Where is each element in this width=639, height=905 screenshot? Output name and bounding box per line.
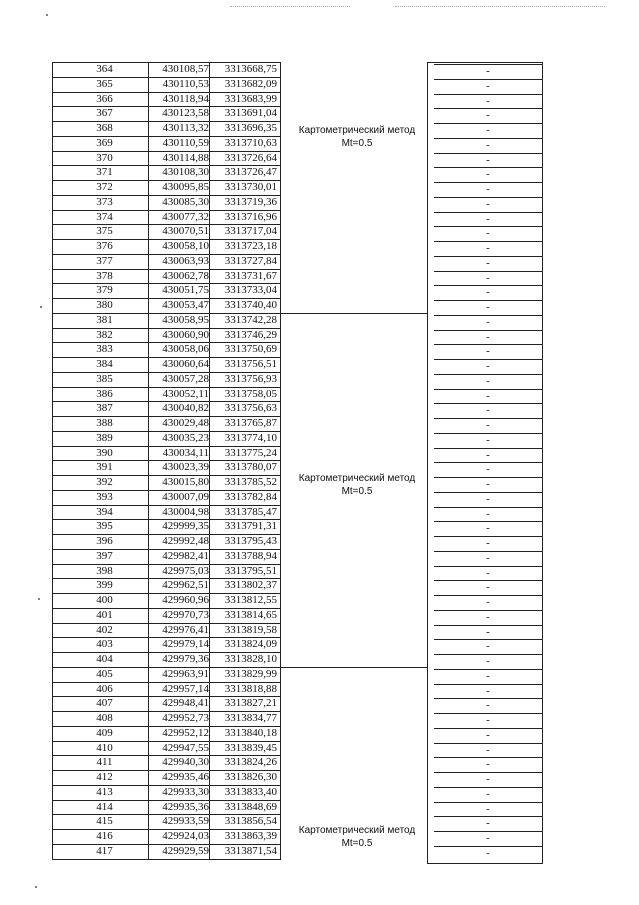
cell-y: 3313696,35 (224, 122, 277, 134)
cell-x: 430070,51 (162, 225, 209, 238)
cell-num: 387 (96, 402, 113, 415)
cell-y: 3313710,63 (224, 136, 277, 149)
cell-num: 372 (96, 181, 113, 193)
cell-x: 430118,94 (162, 92, 209, 105)
cell-x: 429963,91 (162, 667, 209, 680)
cell-y: 3313723,18 (224, 240, 277, 252)
cell-y: 3313871,54 (224, 844, 277, 857)
cell-mark: - (486, 846, 490, 859)
cell-mark: - (486, 773, 490, 785)
cell-x: 430114,88 (162, 151, 209, 164)
cell-mark: - (486, 655, 490, 667)
cell-num: 365 (96, 77, 113, 90)
cell-mark: - (486, 109, 490, 122)
scan-speck (40, 306, 42, 308)
cell-num: 370 (96, 151, 113, 164)
cell-mark: - (486, 124, 490, 136)
cell-x: 430034,11 (162, 446, 209, 459)
cell-mark: - (486, 817, 490, 830)
cell-mark: - (486, 596, 490, 608)
cell-y: 3313826,30 (224, 771, 277, 783)
cell-y: 3313756,63 (224, 402, 277, 415)
cell-x: 430023,39 (162, 461, 209, 474)
cell-x: 430007,09 (162, 490, 209, 503)
cell-x: 430052,11 (162, 387, 209, 400)
cell-x: 429979,36 (162, 653, 209, 665)
cell-mark: - (486, 79, 490, 92)
cell-num: 398 (96, 564, 113, 577)
cell-num: 415 (96, 815, 113, 828)
cell-mark: - (486, 787, 490, 800)
cell-mark: - (486, 802, 490, 815)
cell-mark: - (486, 286, 490, 299)
cell-x: 430085,30 (162, 195, 209, 208)
cell-x: 430058,10 (162, 240, 209, 252)
cell-x: 430110,59 (162, 136, 209, 149)
cell-y: 3313765,87 (224, 417, 277, 429)
cell-x: 429992,48 (162, 535, 209, 547)
cell-y: 3313829,99 (224, 667, 277, 680)
cell-y: 3313758,05 (224, 387, 277, 400)
cell-y: 3313824,26 (224, 756, 277, 769)
cell-x: 429952,73 (162, 712, 209, 724)
method-accuracy: Mt=0.5 (341, 138, 373, 149)
cell-mark: - (486, 138, 490, 151)
cell-y: 3313726,47 (224, 166, 277, 179)
cell-num: 386 (96, 387, 113, 400)
cell-num: 404 (96, 653, 113, 665)
cell-mark: - (486, 463, 490, 476)
cell-mark: - (486, 714, 490, 726)
cell-num: 384 (96, 358, 113, 370)
cell-x: 430058,95 (162, 313, 209, 326)
cell-x: 429940,30 (162, 756, 209, 769)
cell-y: 3313833,40 (224, 785, 277, 798)
cell-y: 3313742,28 (224, 313, 277, 326)
cell-num: 375 (96, 225, 113, 238)
cell-x: 429957,14 (162, 682, 209, 695)
cell-mark: - (486, 625, 490, 638)
cell-x: 429929,59 (162, 844, 209, 857)
group-divider (280, 313, 428, 314)
cell-mark: - (486, 537, 490, 549)
table-bottom-border (52, 859, 281, 860)
cell-y: 3313719,36 (224, 195, 277, 208)
cell-y: 3313717,04 (224, 225, 277, 238)
group-divider (280, 667, 428, 668)
cell-y: 3313740,40 (224, 299, 277, 311)
cell-y: 3313726,64 (224, 151, 277, 164)
method-label: Картометрический метод (298, 473, 416, 484)
cell-num: 394 (96, 505, 113, 518)
cell-y: 3313756,93 (224, 372, 277, 385)
cell-x: 429952,12 (162, 726, 209, 739)
cell-y: 3313840,18 (224, 726, 277, 739)
cell-num: 409 (96, 726, 113, 739)
cell-mark: - (486, 315, 490, 328)
cell-mark: - (486, 743, 490, 756)
cell-mark: - (486, 360, 490, 372)
cell-num: 368 (96, 122, 113, 134)
cell-x: 430029,48 (162, 417, 209, 429)
cell-y: 3313691,04 (224, 107, 277, 120)
cell-x: 430123,58 (162, 107, 209, 120)
cell-num: 408 (96, 712, 113, 724)
cell-num: 400 (96, 594, 113, 606)
cell-num: 397 (96, 549, 113, 562)
cell-x: 430060,90 (162, 328, 209, 341)
cell-mark: - (486, 507, 490, 520)
cell-mark: - (486, 728, 490, 741)
cell-num: 417 (96, 844, 113, 857)
cell-num: 383 (96, 343, 113, 356)
cell-num: 393 (96, 490, 113, 503)
cell-mark: - (486, 404, 490, 417)
cell-num: 413 (96, 785, 113, 798)
cell-mark: - (486, 758, 490, 771)
cell-num: 416 (96, 830, 113, 842)
cell-x: 430060,64 (162, 358, 209, 370)
cell-x: 430063,93 (162, 254, 209, 267)
cell-mark: - (486, 374, 490, 387)
cell-mark: - (486, 227, 490, 240)
cell-x: 429982,41 (162, 549, 209, 562)
cell-mark: - (486, 271, 490, 284)
scan-artifact-line (230, 6, 350, 7)
cell-y: 3313863,39 (224, 830, 277, 842)
cell-x: 429960,96 (162, 594, 209, 606)
cell-x: 430057,28 (162, 372, 209, 385)
cell-num: 374 (96, 210, 113, 223)
cell-num: 399 (96, 579, 113, 592)
cell-num: 412 (96, 771, 113, 783)
cell-y: 3313839,45 (224, 741, 277, 754)
cell-mark: - (486, 345, 490, 358)
cell-y: 3313785,47 (224, 505, 277, 518)
cell-mark: - (486, 669, 490, 682)
cell-num: 367 (96, 107, 113, 120)
table-border-vertical (427, 62, 428, 863)
cell-mark: - (486, 183, 490, 195)
cell-x: 430110,53 (162, 77, 209, 90)
cell-num: 407 (96, 697, 113, 710)
cell-y: 3313848,69 (224, 800, 277, 813)
table-border-vertical (542, 62, 543, 863)
cell-y: 3313727,84 (224, 254, 277, 267)
cell-num: 379 (96, 284, 113, 297)
cell-mark: - (486, 212, 490, 225)
cell-num: 405 (96, 667, 113, 680)
cell-y: 3313668,75 (224, 63, 277, 75)
cell-x: 430053,47 (162, 299, 209, 311)
cell-mark: - (486, 168, 490, 181)
cell-num: 406 (96, 682, 113, 695)
cell-mark: - (486, 433, 490, 446)
cell-x: 430058,06 (162, 343, 209, 356)
cell-num: 389 (96, 431, 113, 444)
cell-x: 430040,82 (162, 402, 209, 415)
cell-x: 429962,51 (162, 579, 209, 592)
cell-num: 388 (96, 417, 113, 429)
cell-num: 382 (96, 328, 113, 341)
cell-y: 3313827,21 (224, 697, 277, 710)
cell-mark: - (486, 197, 490, 210)
cell-x: 430108,30 (162, 166, 209, 179)
cell-y: 3313828,10 (224, 653, 277, 665)
scan-artifact-line (395, 6, 605, 7)
cell-x: 430095,85 (162, 181, 209, 193)
cell-x: 430004,98 (162, 505, 209, 518)
cell-mark: - (486, 65, 490, 77)
table-top-border (427, 62, 543, 63)
cell-x: 429976,41 (162, 623, 209, 636)
cell-mark: - (486, 330, 490, 343)
cell-num: 402 (96, 623, 113, 636)
cell-num: 411 (96, 756, 113, 769)
method-label: Картометрический метод (298, 825, 416, 836)
cell-mark: - (486, 551, 490, 564)
cell-x: 429933,59 (162, 815, 209, 828)
cell-mark: - (486, 699, 490, 712)
method-accuracy: Mt=0.5 (341, 486, 373, 497)
cell-y: 3313795,43 (224, 535, 277, 547)
cell-x: 429924,03 (162, 830, 209, 842)
cell-mark: - (486, 242, 490, 254)
cell-num: 380 (96, 299, 113, 311)
cell-mark: - (486, 684, 490, 697)
cell-num: 369 (96, 136, 113, 149)
method-label: Картометрический метод (298, 125, 416, 136)
cell-y: 3313785,52 (224, 476, 277, 488)
cell-y: 3313814,65 (224, 608, 277, 621)
cell-mark: - (486, 389, 490, 402)
cell-num: 371 (96, 166, 113, 179)
cell-y: 3313788,94 (224, 549, 277, 562)
cell-x: 429933,30 (162, 785, 209, 798)
cell-num: 396 (96, 535, 113, 547)
cell-y: 3313731,67 (224, 269, 277, 282)
cell-y: 3313791,31 (224, 520, 277, 533)
method-accuracy: Mt=0.5 (341, 838, 373, 849)
cell-y: 3313780,07 (224, 461, 277, 474)
cell-mark: - (486, 419, 490, 431)
cell-y: 3313818,88 (224, 682, 277, 695)
cell-num: 414 (96, 800, 113, 813)
cell-num: 390 (96, 446, 113, 459)
cell-num: 364 (96, 63, 113, 75)
cell-mark: - (486, 492, 490, 505)
cell-num: 376 (96, 240, 113, 252)
cell-x: 429948,41 (162, 697, 209, 710)
cell-x: 429935,46 (162, 771, 209, 783)
cell-x: 429935,36 (162, 800, 209, 813)
cell-x: 430077,32 (162, 210, 209, 223)
cell-mark: - (486, 581, 490, 594)
cell-mark: - (486, 256, 490, 269)
cell-y: 3313856,54 (224, 815, 277, 828)
cell-y: 3313819,58 (224, 623, 277, 636)
cell-y: 3313782,84 (224, 490, 277, 503)
cell-x: 430108,57 (162, 63, 209, 75)
cell-x: 430015,80 (162, 476, 209, 488)
cell-y: 3313730,01 (224, 181, 277, 193)
cell-x: 429970,73 (162, 608, 209, 621)
cell-y: 3313683,99 (224, 92, 277, 105)
cell-num: 373 (96, 195, 113, 208)
cell-y: 3313746,29 (224, 328, 277, 341)
cell-num: 403 (96, 638, 113, 651)
cell-num: 410 (96, 741, 113, 754)
cell-num: 366 (96, 92, 113, 105)
cell-y: 3313756,51 (224, 358, 277, 370)
cell-y: 3313834,77 (224, 712, 277, 724)
cell-y: 3313812,55 (224, 594, 277, 606)
cell-x: 429979,14 (162, 638, 209, 651)
cell-y: 3313716,96 (224, 210, 277, 223)
cell-x: 429975,03 (162, 564, 209, 577)
cell-y: 3313682,09 (224, 77, 277, 90)
cell-mark: - (486, 640, 490, 653)
cell-y: 3313824,09 (224, 638, 277, 651)
cell-num: 401 (96, 608, 113, 621)
cell-mark: - (486, 610, 490, 623)
cell-y: 3313733,04 (224, 284, 277, 297)
table-bottom-border (427, 863, 543, 864)
cell-y: 3313802,37 (224, 579, 277, 592)
cell-mark: - (486, 301, 490, 313)
cell-mark: - (486, 94, 490, 107)
cell-x: 430113,32 (162, 122, 209, 134)
cell-y: 3313795,51 (224, 564, 277, 577)
cell-mark: - (486, 153, 490, 166)
cell-mark: - (486, 566, 490, 579)
cell-num: 377 (96, 254, 113, 267)
cell-num: 391 (96, 461, 113, 474)
cell-mark: - (486, 522, 490, 535)
cell-y: 3313750,69 (224, 343, 277, 356)
cell-x: 430051,75 (162, 284, 209, 297)
cell-y: 3313774,10 (224, 431, 277, 444)
cell-x: 429947,55 (162, 741, 209, 754)
scan-speck (35, 886, 37, 888)
cell-y: 3313775,24 (224, 446, 277, 459)
cell-x: 429999,35 (162, 520, 209, 533)
scan-speck (38, 598, 40, 600)
cell-num: 395 (96, 520, 113, 533)
scan-speck (46, 14, 48, 16)
cell-num: 385 (96, 372, 113, 385)
cell-num: 378 (96, 269, 113, 282)
cell-num: 381 (96, 313, 113, 326)
cell-x: 430035,23 (162, 431, 209, 444)
cell-num: 392 (96, 476, 113, 488)
cell-mark: - (486, 832, 490, 844)
cell-mark: - (486, 448, 490, 461)
cell-mark: - (486, 478, 490, 490)
cell-x: 430062,78 (162, 269, 209, 282)
